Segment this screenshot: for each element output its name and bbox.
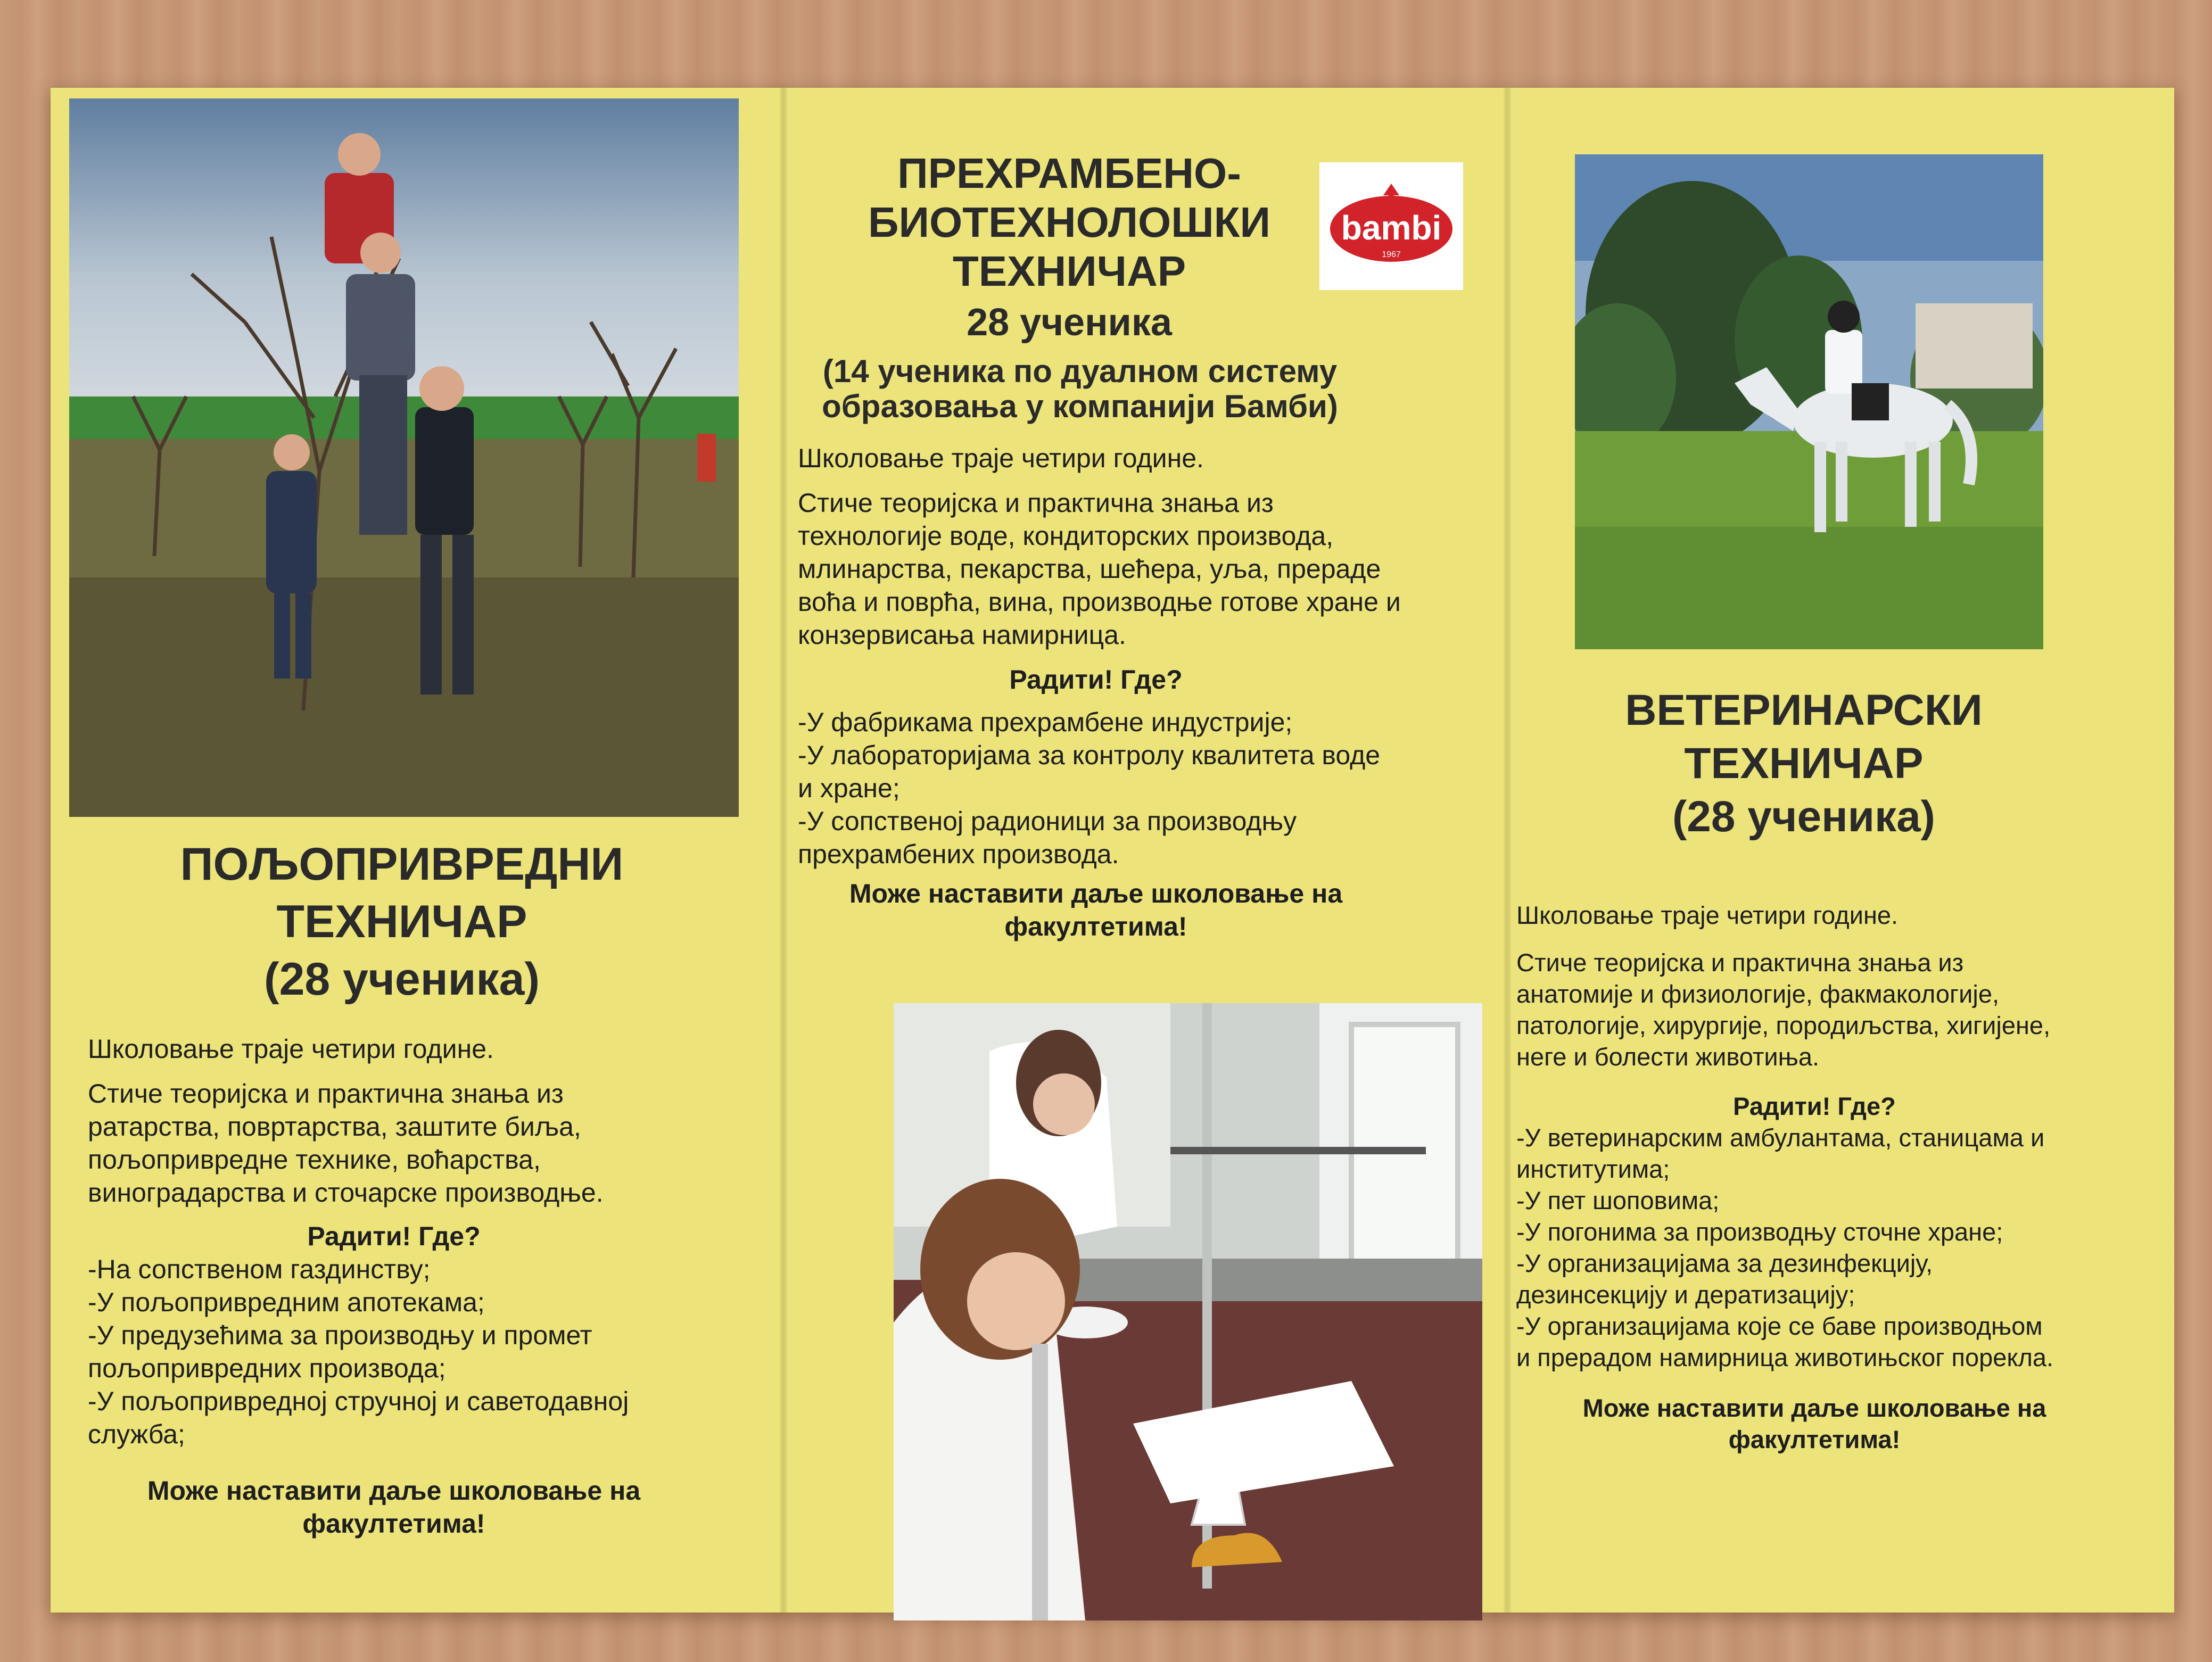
work-item: -У пољопривредним апотекама; xyxy=(88,1287,485,1317)
duration-text: Школовање траје четири године. xyxy=(1516,901,1899,929)
work-item: -У сопственој радионици за производњу xyxy=(798,806,1297,836)
continue-line: Може наставити даље школовање на xyxy=(147,1476,641,1506)
title-line: ВЕТЕРИНАРСКИ xyxy=(1625,686,1983,734)
panel-veterinary-technician xyxy=(1511,88,2174,1613)
duration-text: Школовање траје четири године. xyxy=(88,1034,494,1064)
continue-line: Може наставити даље школовање на xyxy=(1582,1394,2046,1422)
knowledge-line: конзервисања намирница. xyxy=(798,620,1126,650)
knowledge-line: Стиче теоријска и практична знања из xyxy=(1516,948,1964,977)
duration-text: Школовање траје четири године. xyxy=(798,443,1204,473)
work-item: -У погонима за производњу сточне хране; xyxy=(1516,1218,2003,1246)
work-item: прехрамбених производа. xyxy=(798,839,1119,869)
knowledge-line: виноградарства и сточарске производње. xyxy=(88,1178,604,1208)
knowledge-line: млинарства, пекарства, шећера, уља, прераде xyxy=(798,554,1381,584)
horse-riding-photo xyxy=(1575,154,2043,649)
continue-note xyxy=(1516,1392,2112,1455)
knowledge-line: патологије, хирургије, породиљства, хигијене, xyxy=(1516,1011,2051,1039)
continue-note xyxy=(88,1474,700,1540)
work-heading: Радити! Где? xyxy=(1009,665,1183,694)
knowledge-line: Стиче теоријска и практична знања из xyxy=(88,1079,564,1109)
title-line: ТЕХНИЧАР xyxy=(276,896,527,947)
orchard-pruning-photo xyxy=(69,98,739,817)
work-item: служба; xyxy=(88,1419,185,1449)
work-item: -У пет шоповима; xyxy=(1516,1186,1720,1214)
work-item: институтима; xyxy=(1516,1155,1670,1183)
title-count: (28 ученика) xyxy=(263,954,540,1005)
work-item: -У предузећима за производњу и промет xyxy=(88,1320,592,1350)
work-item: -У организацијама за дезинфекцију, xyxy=(1516,1249,1933,1277)
title-line: ПОЉОПРИВРЕДНИ xyxy=(180,839,624,890)
panel-food-biotech-technician xyxy=(787,88,1504,1613)
note-line: (14 ученика по дуалном систему xyxy=(822,353,1338,389)
veterinary-title xyxy=(1580,684,2027,844)
title-line: ТЕХНИЧАР xyxy=(1684,739,1924,788)
knowledge-line: ратарства, повртарства, заштите биља, xyxy=(88,1112,581,1142)
title-line: БИОТЕХНОЛОШКИ xyxy=(868,199,1270,246)
work-heading: Радити! Где? xyxy=(1733,1092,1896,1120)
work-list xyxy=(798,706,1500,871)
work-heading: Радити! Где? xyxy=(307,1221,481,1251)
continue-note xyxy=(798,877,1394,943)
dual-system-note xyxy=(798,354,1362,424)
work-list xyxy=(88,1253,769,1451)
brochure xyxy=(51,88,2174,1613)
panel-agricultural-technician xyxy=(51,88,785,1613)
knowledge-line: технологије воде, кондиторских производа, xyxy=(798,521,1334,551)
veterinary-body xyxy=(1516,899,2166,1455)
continue-line: факултетима! xyxy=(1004,912,1187,941)
knowledge-line: анатомије и физиологије, факмакологије, xyxy=(1516,980,2000,1008)
logo-year: 1967 xyxy=(1382,250,1401,259)
knowledge-text xyxy=(798,486,1500,651)
work-item: и прерадом намирница животињског порекла. xyxy=(1516,1343,2054,1371)
logo-text: bambi xyxy=(1341,209,1442,247)
fold-line-right xyxy=(1504,88,1511,1613)
continue-line: факултетима! xyxy=(1728,1425,1901,1453)
work-item: пољопривредних производа; xyxy=(88,1353,446,1383)
laboratory-photo xyxy=(894,1003,1482,1620)
knowledge-line: Стиче теоријска и практична знања из xyxy=(798,488,1274,518)
knowledge-line: неге и болести животиња. xyxy=(1516,1043,1820,1071)
agricultural-body xyxy=(88,1032,769,1540)
knowledge-text xyxy=(88,1077,769,1209)
knowledge-line: воћа и поврћа, вина, производње готове хране и xyxy=(798,587,1401,617)
work-item: -У организацијама које се баве производњом xyxy=(1516,1312,2043,1340)
work-item: -На сопственом газдинству; xyxy=(88,1254,431,1284)
work-item: и хране; xyxy=(798,773,900,803)
student-count: 28 ученика xyxy=(967,301,1172,344)
title-line: ПРЕХРАМБЕНО- xyxy=(897,150,1241,197)
work-item: -У ветеринарским амбулантама, станицама и xyxy=(1516,1123,2045,1152)
title-count: (28 ученика) xyxy=(1672,792,1935,841)
knowledge-text xyxy=(1516,947,2166,1072)
note-line: образовања у компанији Бамби) xyxy=(822,388,1338,424)
agricultural-title xyxy=(82,836,721,1008)
knowledge-line: пољопривредне технике, воћарства, xyxy=(88,1145,541,1175)
bambi-logo xyxy=(1319,162,1463,290)
continue-line: факултетима! xyxy=(302,1509,485,1539)
bambi-logo-icon xyxy=(1319,162,1463,290)
work-item: -У фабрикама прехрамбене индустрије; xyxy=(798,707,1293,737)
continue-line: Може наставити даље школовање на xyxy=(849,879,1343,908)
work-item: -У пољопривредној стручној и саветодавној xyxy=(88,1386,629,1416)
food-biotech-title xyxy=(830,149,1309,296)
work-item: -У лабораторијама за контролу квалитета воде xyxy=(798,740,1381,770)
work-item: дезинсекцију и дератизацију; xyxy=(1516,1280,1855,1309)
food-biotech-body xyxy=(798,442,1500,943)
title-line: ТЕХНИЧАР xyxy=(952,247,1186,295)
work-list xyxy=(1516,1122,2166,1373)
